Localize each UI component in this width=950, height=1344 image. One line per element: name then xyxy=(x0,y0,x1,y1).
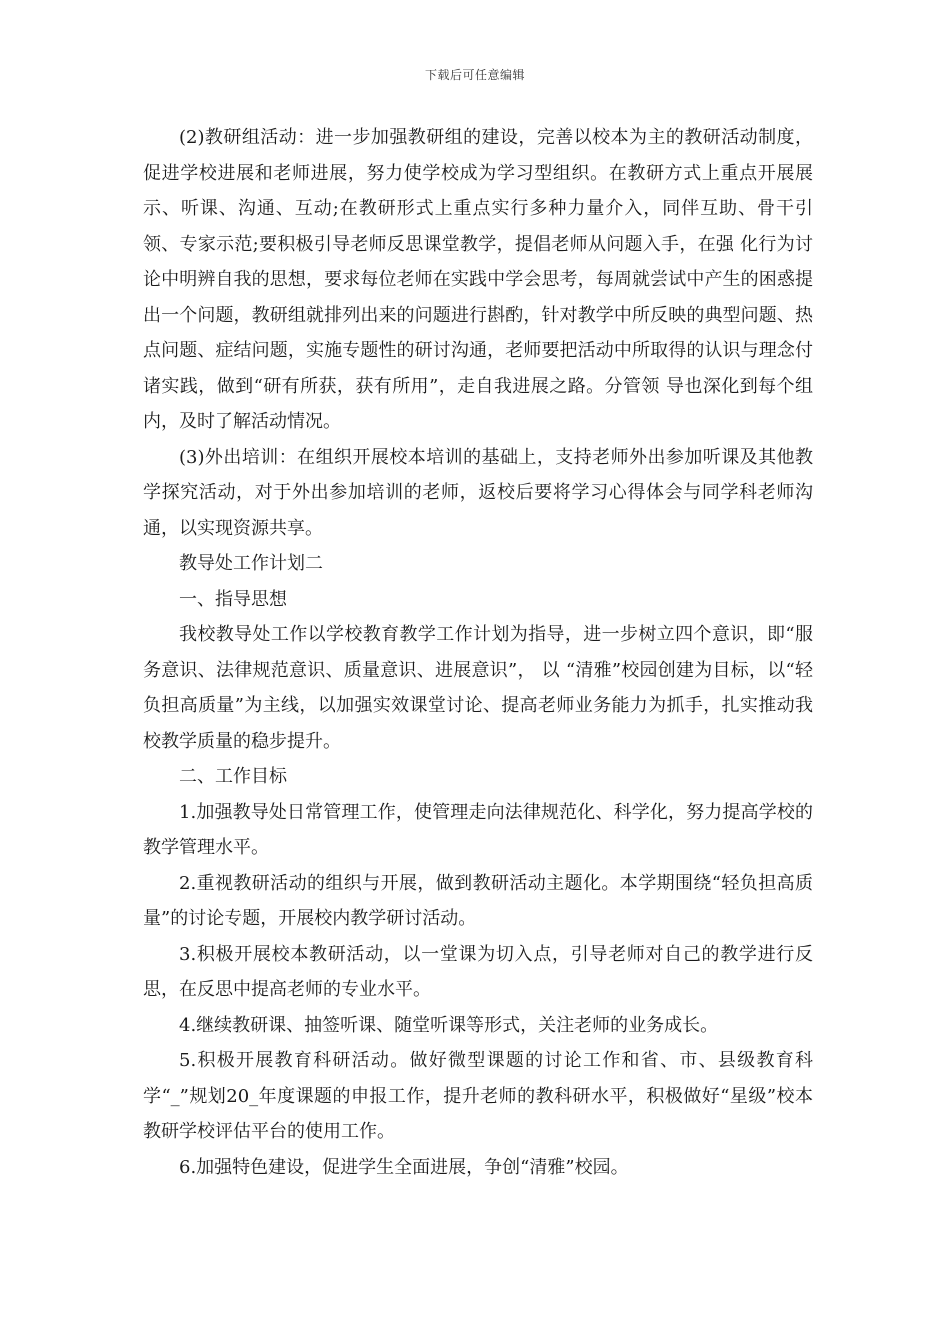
section-title-plan-two: 教导处工作计划二 xyxy=(179,553,323,574)
paragraph-teaching-research-group: (2)教研组活动：进一步加强教研组的建设，完善以校本为主的教研活动制度，促进学校进展和老师进展，努力使学校成为学习型组织。在教研方式上重点开展展示、听课、沟通、互动;在教研形式上重点实行多种力量介入，同伴互助、骨干引领、专家示范;要积极引导老师反思课堂教学，提倡老师从问题入手，在强 化行为讨论中明辨自我的思想，要求每位老师在实践中学会思考，每周就尝试中产生的困惑提出一个问题，教研组就排列出来的问题进行斟酌，针对教学中所反映的典型问题、热点问题、症结问题，实施专题性的研讨沟通，老师要把活动中所取得的认识与理念付诸实践，做到“研有所获，获有所用”，走自我进展之路。分管领 导也深化到每个组内，及时了解活动情况。 xyxy=(143,127,813,432)
page-header-note: 下载后可任意编辑 xyxy=(424,68,525,82)
goal-item-6: 6.加强特色建设，促进学生全面进展，争创“清雅”校园。 xyxy=(179,1156,629,1178)
heading-work-goals: 二、工作目标 xyxy=(179,766,287,787)
document-body xyxy=(143,120,813,1185)
goal-item-5: 5.积极开展教育科研活动。做好微型课题的讨论工作和省、市、县级教育科学“_”规划20_年度课题的申报工作，提升老师的教科研水平，积极做好“星级”校本教研学校评估平台的使用工作。 xyxy=(143,1050,813,1142)
goal-item-1: 1.加强教导处日常管理工作，使管理走向法律规范化、科学化，努力提高学校的教学管理水平。 xyxy=(143,801,813,858)
goal-item-2: 2.重视教研活动的组织与开展，做到教研活动主题化。本学期围绕“轻负担高质量”的讨论专题，开展校内教学研讨活动。 xyxy=(143,872,813,929)
paragraph-external-training: (3)外出培训：在组织开展校本培训的基础上，支持老师外出参加听课及其他教学探究活动，对于外出参加培训的老师，返校后要将学习心得体会与同学科老师沟通，以实现资源共享。 xyxy=(143,446,813,539)
goal-item-4: 4.继续教研课、抽签听课、随堂听课等形式，关注老师的业务成长。 xyxy=(179,1014,719,1036)
paragraph-guiding-thought: 我校教导处工作以学校教育教学工作计划为指导，进一步树立四个意识，即“服务意识、法律规范意识、质量意识、进展意识”， 以 “清雅”校园创建为目标，以“轻负担高质量”为主线，以加强实效课堂讨论、提高老师业务能力为抓手，扎实推动我校教学质量的稳步提升。 xyxy=(143,624,813,752)
heading-guiding-thought: 一、指导思想 xyxy=(179,588,287,610)
goal-item-3: 3.积极开展校本教研活动，以一堂课为切入点，引导老师对自己的教学进行反思，在反思中提高老师的专业水平。 xyxy=(143,943,813,1000)
